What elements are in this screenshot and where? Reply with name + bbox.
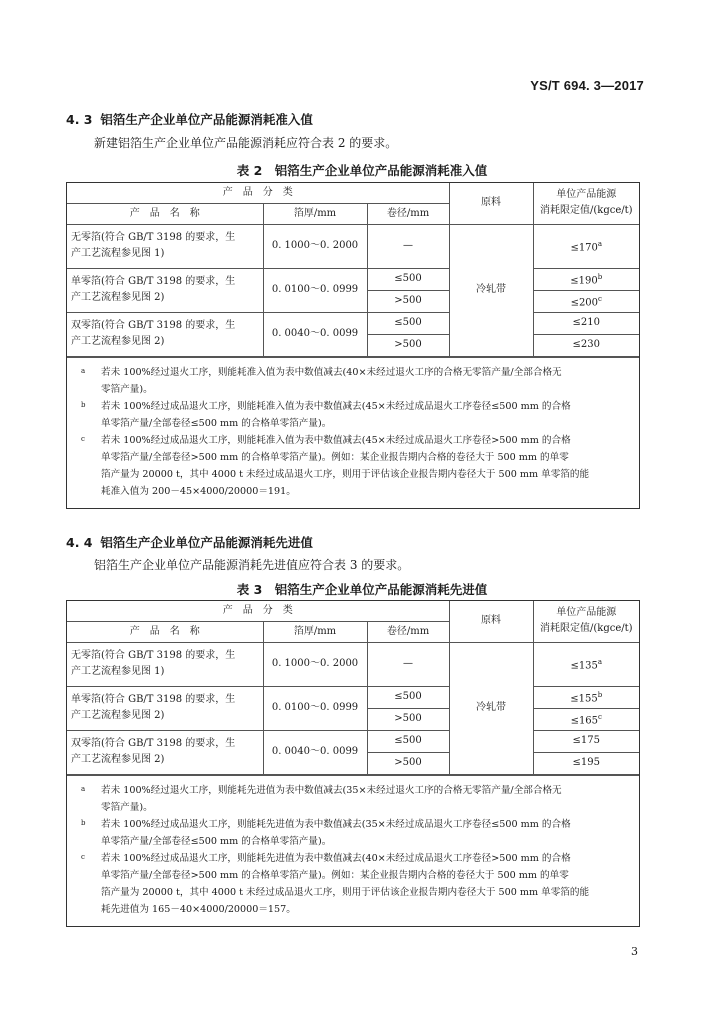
coil-cell: —	[367, 642, 449, 686]
header-energy-limit	[533, 601, 639, 642]
header-coil-diameter: 卷径/mm	[367, 203, 449, 224]
coil-cell: >500	[367, 708, 449, 730]
coil-cell: ≤500	[367, 312, 449, 334]
section-heading-4-3	[66, 110, 313, 128]
table-row	[67, 642, 639, 686]
table-3-caption: 表 3 铝箔生产企业单位产品能源消耗先进值	[236, 582, 488, 597]
material-cell: 冷轧带	[449, 224, 533, 356]
section-title: 铝箔生产企业单位产品能源消耗先进值	[100, 535, 313, 550]
coil-cell: ≤500	[367, 730, 449, 752]
thickness-cell: 0. 0040～0. 0099	[263, 730, 367, 774]
header-product-category: 产 品 分 类	[67, 601, 449, 621]
header-coil-diameter: 卷径/mm	[367, 621, 449, 642]
header-product-category: 产 品 分 类	[67, 183, 449, 203]
product-name-cell: 单零箔(符合 GB/T 3198 的要求，生 产工艺流程参见图 2)	[67, 268, 263, 312]
table-note: a 若未 100%经过退火工序，则能耗先进值为表中数值减去(35×未经过退火工序的合格无零箔产量/全部合格无 零箔产量)。	[81, 784, 562, 813]
material-cell: 冷轧带	[449, 642, 533, 774]
limit-cell: ≤175	[533, 730, 639, 752]
coil-cell: —	[367, 224, 449, 268]
limit-cell: $\le 190^b$	[533, 268, 639, 290]
product-name-cell: 双零箔(符合 GB/T 3198 的要求，生 产工艺流程参见图 2)	[67, 312, 263, 356]
thickness-cell: 0. 1000～0. 2000	[263, 642, 367, 686]
table-2-caption: 表 2 铝箔生产企业单位产品能源消耗准入值	[236, 163, 488, 178]
product-name-cell: 单零箔(符合 GB/T 3198 的要求，生 产工艺流程参见图 2)	[67, 686, 263, 730]
header-product-name: 产 品 名 称	[67, 203, 263, 224]
table-note: b 若未 100%经过成品退火工序，则能耗先进值为表中数值减去(35×未经过成品退火工序卷径≤500 mm 的合格 单零箔产量/全部卷径≤500 mm 的合格单零箔产量)。	[81, 818, 571, 847]
section-body: 铝箔生产企业单位产品能源消耗先进值应符合表 3 的要求。	[94, 558, 410, 572]
header-foil-thickness: 箔厚/mm	[263, 203, 367, 224]
table-row	[67, 686, 639, 708]
product-name-cell: 无零箔(符合 GB/T 3198 的要求，生 产工艺流程参见图 1)	[67, 224, 263, 268]
section-heading-4-4	[66, 533, 313, 551]
table-2	[66, 182, 640, 509]
header-energy-limit-line1: 单位产品能源	[556, 189, 617, 201]
page-number: 3	[631, 945, 638, 958]
limit-cell: $\le 170^a$	[533, 224, 639, 268]
table-note: c 若未 100%经过成品退火工序，则能耗准入值为表中数值减去(45×未经过成品退火工序卷径>500 mm 的合格 单零箔产量/全部卷径>500 mm 的合格单零箔产量)。例如：某企业报告期内合格的卷径大于 500 mm 的单零 箔产量为 20000 t，其中 4000 t 未经过成品退火工序，则用于评估该企业报告期内卷径大于 500 mm 单零箔的能 耗准入值为 200－45×4000/20000＝191。	[81, 434, 590, 497]
table-note: a 若未 100%经过退火工序，则能耗准入值为表中数值减去(40×未经过退火工序的合格无零箔产量/全部合格无 零箔产量)。	[81, 366, 562, 395]
limit-cell: $\le 165^c$	[533, 708, 639, 730]
section-number: 4. 3	[66, 112, 93, 127]
coil-cell: >500	[367, 334, 449, 356]
header-foil-thickness: 箔厚/mm	[263, 621, 367, 642]
table-note: b 若未 100%经过成品退火工序，则能耗准入值为表中数值减去(45×未经过成品退火工序卷径≤500 mm 的合格 单零箔产量/全部卷径≤500 mm 的合格单零箔产量)。	[81, 400, 571, 429]
coil-cell: ≤500	[367, 686, 449, 708]
header-energy-limit-line1: 单位产品能源	[556, 607, 617, 619]
table-note: c 若未 100%经过成品退火工序，则能耗先进值为表中数值减去(40×未经过成品退火工序卷径>500 mm 的合格 单零箔产量/全部卷径>500 mm 的合格单零箔产量)。例如：某企业报告期内合格的卷径大于 500 mm 的单零 箔产量为 20000 t，其中 4000 t 未经过成品退火工序，则用于评估该企业报告期内卷径大于 500 mm 单零箔的能 耗先进值为 165－40×4000/20000＝157。	[81, 852, 590, 915]
table-row	[67, 268, 639, 290]
header-energy-limit-line2: 消耗限定值/(kgce/t)	[539, 205, 633, 217]
section-number: 4. 4	[66, 535, 93, 550]
limit-cell: ≤230	[533, 334, 639, 356]
section-body: 新建铝箔生产企业单位产品能源消耗应符合表 2 的要求。	[94, 136, 398, 150]
header-energy-limit	[533, 183, 639, 224]
header-product-name: 产 品 名 称	[67, 621, 263, 642]
limit-cell: ≤195	[533, 752, 639, 774]
header-material: 原料	[449, 183, 533, 224]
section-title: 铝箔生产企业单位产品能源消耗准入值	[100, 112, 313, 127]
coil-cell: >500	[367, 752, 449, 774]
header-energy-limit-line2: 消耗限定值/(kgce/t)	[539, 623, 633, 635]
product-name-cell: 双零箔(符合 GB/T 3198 的要求，生 产工艺流程参见图 2)	[67, 730, 263, 774]
limit-cell: $\le 200^c$	[533, 290, 639, 312]
coil-cell: ≤500	[367, 268, 449, 290]
header-material: 原料	[449, 601, 533, 642]
product-name-cell: 无零箔(符合 GB/T 3198 的要求，生 产工艺流程参见图 1)	[67, 642, 263, 686]
table-3	[66, 600, 640, 927]
table-row	[67, 224, 639, 268]
thickness-cell: 0. 1000～0. 2000	[263, 224, 367, 268]
thickness-cell: 0. 0100～0. 0999	[263, 686, 367, 730]
table-2-notes	[67, 357, 639, 508]
coil-cell: >500	[367, 290, 449, 312]
standard-number: YS/T 694. 3—2017	[530, 78, 644, 93]
table-row	[67, 312, 639, 334]
thickness-cell: 0. 0040～0. 0099	[263, 312, 367, 356]
limit-cell: $\le 135^a$	[533, 642, 639, 686]
table-3-notes	[67, 775, 639, 926]
limit-cell: $\le 155^b$	[533, 686, 639, 708]
table-row	[67, 730, 639, 752]
thickness-cell: 0. 0100～0. 0999	[263, 268, 367, 312]
limit-cell: ≤210	[533, 312, 639, 334]
